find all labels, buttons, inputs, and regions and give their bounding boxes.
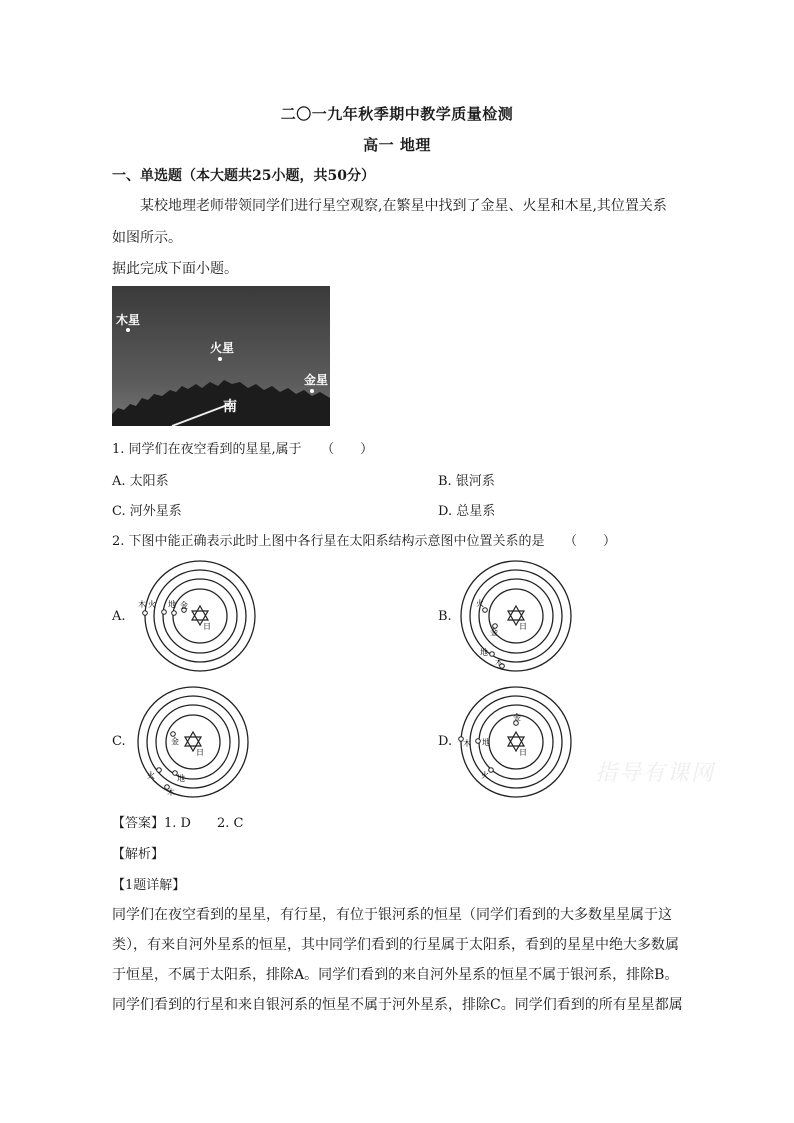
analysis-body <box>112 900 687 1020</box>
q1-option-c[interactable]: C. 河外星系 <box>112 504 182 519</box>
sun-label: 日 <box>519 622 527 631</box>
south-label: 南 <box>223 399 237 415</box>
q1-detail-heading: 【1题详解】 <box>112 878 186 893</box>
solar-diagram-b <box>458 558 573 673</box>
sun-label: 日 <box>519 748 527 757</box>
section-heading: 一、单选题（本大题共25小题，共50分） <box>112 168 375 184</box>
venus-label: 金 <box>171 737 179 746</box>
stem-line-2: 如图所示。 <box>112 230 182 246</box>
page-subtitle: 高一 地理 <box>363 136 431 154</box>
jupiter-label: 木 <box>138 600 146 609</box>
q2-diagram-c-label[interactable]: C. <box>112 734 126 749</box>
sun-label: 日 <box>196 748 204 757</box>
mars-label: 火 <box>481 771 489 780</box>
analysis-line-1: 同学们在夜空看到的星星，有行星，有位于银河系的恒星（同学们看到的大多数星星属于这 <box>112 907 672 923</box>
mars-label: 火 <box>148 600 156 609</box>
venus-dot <box>310 389 314 393</box>
solar-diagram-d <box>458 684 573 799</box>
venus-label: 金 <box>513 713 521 722</box>
stem-line-3: 据此完成下面小题。 <box>112 261 238 277</box>
venus-label: 金 <box>180 601 188 610</box>
jupiter-label: 木 <box>463 739 471 748</box>
night-sky-photo <box>112 286 330 426</box>
page-title: 二〇一九年秋季期中教学质量检测 <box>280 105 514 123</box>
q2-diagram-a-label[interactable]: A. <box>112 609 126 624</box>
jupiter-dot <box>126 328 130 332</box>
earth-label: 地 <box>480 648 488 657</box>
sun-label: 日 <box>203 622 211 631</box>
earth-label: 地 <box>482 738 490 747</box>
mars-label: 火 <box>476 599 484 608</box>
question-1: 1. 同学们在夜空看到的星星,属于 （ ） <box>112 442 374 457</box>
mars-label: 火 <box>147 771 155 780</box>
earth-label: 地 <box>168 600 176 609</box>
analysis-heading: 【解析】 <box>112 847 165 862</box>
q1-option-d[interactable]: D. 总星系 <box>438 504 496 519</box>
jupiter-label: 木 <box>495 658 503 667</box>
stem-line-1: 某校地理老师带领同学们进行星空观察,在繁星中找到了金星、火星和木星,其位置关系 <box>140 198 667 214</box>
jupiter-label: 木 <box>167 788 175 797</box>
venus-label: 金 <box>490 628 498 637</box>
q2-diagram-d-label[interactable]: D. <box>438 734 453 749</box>
solar-diagram-c <box>135 684 250 799</box>
question-2: 2. 下图中能正确表示此时上图中各行星在太阳系结构示意图中位置关系的是 （ ） <box>112 534 617 549</box>
mars-dot <box>218 357 222 361</box>
q1-option-a[interactable]: A. 太阳系 <box>112 474 169 489</box>
q1-option-b[interactable]: B. 银河系 <box>438 474 495 489</box>
jupiter-label: 木星 <box>116 313 141 327</box>
answer-line: 【答案】1. D 2. C <box>112 816 244 831</box>
analysis-line-2: 类），有来自河外星系的恒星，其中同学们看到的行星属于太阳系，看到的星星中绝大多数属 <box>112 937 679 953</box>
watermark: 指导有课网 <box>595 761 716 786</box>
mars-label: 火星 <box>210 341 235 355</box>
analysis-line-3: 于恒星，不属于太阳系，排除A。同学们看到的来自河外星系的恒星不属于银河系，排除B。 <box>112 967 679 983</box>
q2-diagram-b-label[interactable]: B. <box>438 609 452 624</box>
earth-label: 地 <box>177 774 185 783</box>
solar-diagram-a <box>138 558 257 673</box>
analysis-line-4: 同学们看到的行星和来自银河系的恒星不属于河外星系，排除C。同学们看到的所有星星都属 <box>112 997 683 1013</box>
venus-label: 金星 <box>304 373 329 387</box>
